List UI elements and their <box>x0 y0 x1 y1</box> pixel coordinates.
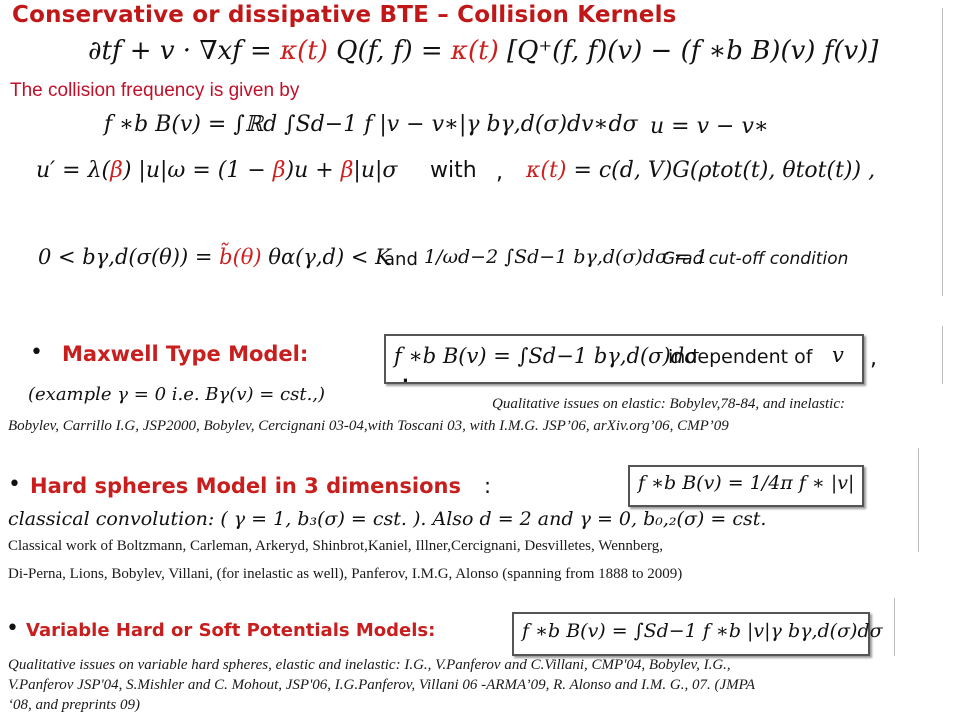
maxwell-box-text: independent of <box>668 346 813 368</box>
maxwell-ref-line-1: Qualitative issues on elastic: Bobylev,78-84, and inelastic: <box>492 396 845 412</box>
bte-kappa-2: κ(t) <box>450 36 499 66</box>
hard-spheres-heading: Hard spheres Model in 3 dimensions <box>30 474 461 498</box>
with-word: with <box>430 158 477 183</box>
cutoff-integral: 1/ωd−2 ∫Sd−1 bγ,d(σ)dσ = 1 <box>424 246 709 268</box>
bte-q: Q(f, f) = <box>336 36 443 66</box>
kappa-equation: κ(t) = c(d, V)G(ρtot(t), θtot(t)) , <box>526 158 876 183</box>
comma: , <box>496 160 503 185</box>
divider <box>918 448 919 552</box>
maxwell-example: (example γ = 0 i.e. Bγ(v) = cst.,) <box>28 384 326 405</box>
variable-ref-line-1: Qualitative issues on variable hard spheres, elastic and inelastic: I.G., V.Panferov and C.Villani, CMP'04, Bobylev, I.G., <box>8 657 731 673</box>
cutoff-inequality: 0 < bγ,d(σ(θ)) = b̃(θ) θα(γ,d) < K <box>38 245 391 269</box>
beta-symbol: β <box>340 158 354 183</box>
variable-formula: f ∗b B(v) = ∫Sd−1 f ∗b |v|γ bγ,d(σ)dσ <box>522 620 883 642</box>
maxwell-dot: . <box>402 366 409 387</box>
variable-ref-line-2: V.Panferov JSP'04, S.Mishler and C. Mohout, JSP'06, I.G.Panferov, Villani 06 -ARMA’09, R. Alonso and I.M. G., 07. (JMPA <box>8 677 755 693</box>
maxwell-heading: Maxwell Type Model: <box>62 342 309 366</box>
bullet: • <box>8 472 21 497</box>
u-definition: u = v − v∗ <box>650 114 769 139</box>
page-title: Conservative or dissipative BTE – Collision Kernels <box>12 2 677 28</box>
maxwell-formula-box <box>384 334 864 384</box>
u-prime-equation: u′ = λ(β) |u|ω = (1 − β)u + β|u|σ <box>36 158 398 183</box>
hard-spheres-ref-line-2: Di-Perna, Lions, Bobylev, Villani, (for inelastic as well), Panferov, I.M.G, Alonso (spanning from 1888 to 2009) <box>8 566 683 582</box>
maxwell-box-var: v <box>832 343 844 367</box>
bte-rhs: [Q⁺(f, f)(v) − (f ∗b B)(v) f(v)] <box>506 36 879 66</box>
beta-symbol: β <box>272 158 286 183</box>
and-word: and <box>384 249 418 270</box>
bte-lhs: ∂tf + v · ∇xf = <box>88 36 272 66</box>
intro-text: The collision frequency is given by <box>10 80 300 101</box>
divider <box>942 8 943 296</box>
bte-kappa-1: κ(t) <box>280 36 328 66</box>
variable-heading: Variable Hard or Soft Potentials Models: <box>26 620 436 641</box>
divider <box>894 598 895 656</box>
classical-convolution: classical convolution: ( γ = 1, b₃(σ) = cst. ). Also d = 2 and γ = 0, b₀,₂(σ) = cst. <box>8 508 767 530</box>
grad-cutoff-label: Grad cut-off condition <box>662 249 849 269</box>
bullet: • <box>6 616 19 641</box>
bullet: • <box>30 340 43 365</box>
maxwell-ref-line-2: Bobylev, Carrillo I.G, JSP2000, Bobylev, Cercignani 03-04,with Toscani 03, with I.M.G. JSP’06, arXiv.org’06, CMP’09 <box>8 418 729 434</box>
bte-equation <box>88 36 878 66</box>
hard-spheres-formula: f ∗b B(v) = 1/4π f ∗ |v| <box>638 472 855 494</box>
maxwell-trailing-comma: , <box>870 346 877 371</box>
maxwell-formula: f ∗b B(v) = ∫Sd−1 bγ,d(σ)dσ <box>394 344 699 368</box>
variable-formula-box <box>512 612 883 656</box>
kappa-symbol: κ(t) <box>526 158 567 183</box>
hard-spheres-formula-box <box>628 465 864 507</box>
beta-symbol: β <box>110 158 123 183</box>
b-tilde: b̃(θ) <box>219 245 262 269</box>
variable-ref-line-3: ‘08, and preprints 09) <box>8 697 140 713</box>
frequency-equation: f ∗b B(v) = ∫ℝd ∫Sd−1 f |v − v∗|γ bγ,d(σ)dv∗dσ <box>104 112 638 137</box>
hard-spheres-ref-line-1: Classical work of Boltzmann, Carleman, Arkeryd, Shinbrot,Kaniel, Illner,Cercignani, Desvilletes, Wennberg, <box>8 538 663 554</box>
hard-spheres-colon: : <box>484 474 492 498</box>
divider <box>942 326 943 384</box>
